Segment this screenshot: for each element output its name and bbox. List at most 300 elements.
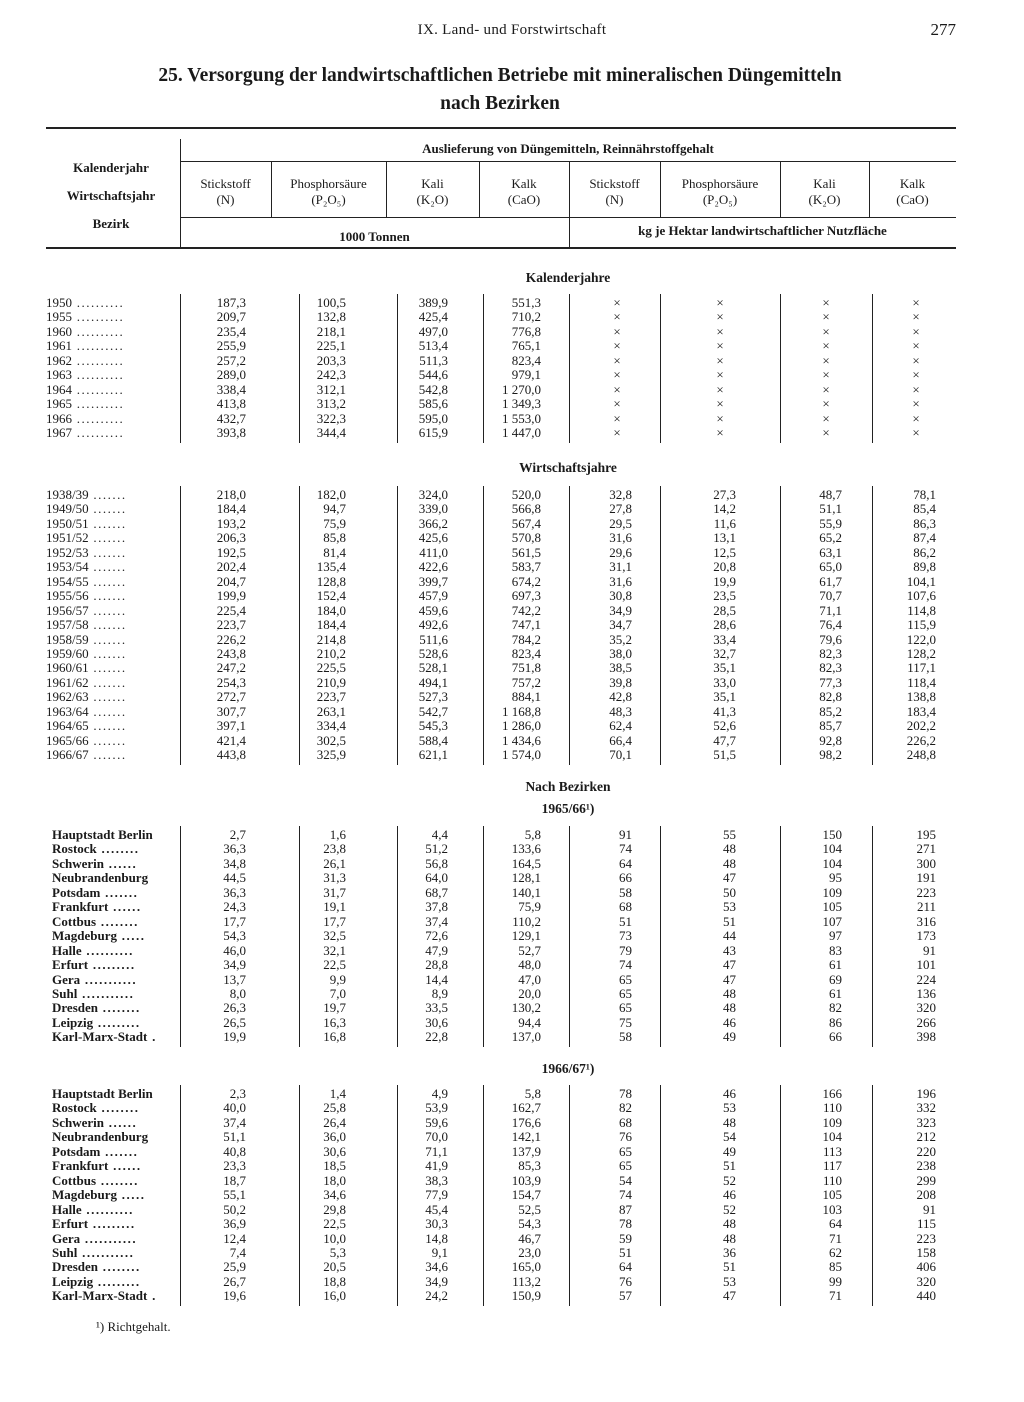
table-cell: 5,8 <box>524 827 541 842</box>
table-cell: × <box>716 323 724 339</box>
table-cell: 173 <box>916 928 936 944</box>
row-label <box>46 296 176 310</box>
table-cell: 51,5 <box>713 747 736 763</box>
row-label <box>46 560 176 574</box>
row-label <box>52 1203 176 1217</box>
table-cell: 79 <box>619 942 632 958</box>
row-label <box>52 1275 176 1289</box>
leader-dots: ......... <box>93 1015 141 1030</box>
table-cell: 195 <box>916 827 936 842</box>
table-cell: × <box>912 410 920 426</box>
table-cell: 710,2 <box>511 309 541 325</box>
table-cell: 31,6 <box>609 530 632 546</box>
table-cell: 76 <box>619 1273 632 1289</box>
table-cell: 23,8 <box>323 841 346 857</box>
table-cell: 104 <box>822 841 842 857</box>
leader-dots: .......... <box>72 353 125 368</box>
unit-head-kg-je-hektar: kg je Hektar landwirtschaftlicher Nutzfläche <box>638 223 887 238</box>
stub-head-kalenderjahr: Kalenderjahr <box>73 160 149 175</box>
section-label: Wirtschaftsjahre <box>519 460 617 475</box>
table-cell: 26,3 <box>223 1000 246 1016</box>
table-cell: 115 <box>916 1216 936 1232</box>
table-cell: 747,1 <box>511 617 541 633</box>
table-cell: 48 <box>723 841 736 857</box>
table-cell: 48 <box>723 1114 736 1130</box>
leader-dots: ....... <box>88 589 127 604</box>
table-cell: 68 <box>619 899 632 915</box>
table-cell: 544,6 <box>418 367 448 383</box>
table-cell: 302,5 <box>316 732 346 748</box>
table-cell: 238 <box>916 1158 936 1174</box>
column-head-name: Phosphorsäure <box>681 176 759 191</box>
table-cell: 137,9 <box>511 1143 541 1159</box>
table-cell: 411,0 <box>419 544 448 560</box>
leader-dots: ....... <box>88 733 127 748</box>
table-cell: 226,2 <box>216 631 246 647</box>
table-cell: 87 <box>619 1201 632 1217</box>
table-cell: 54 <box>723 1129 736 1145</box>
table-cell: 225,1 <box>316 338 346 354</box>
table-cell: 513,4 <box>418 338 448 354</box>
table-cell: 81,4 <box>323 544 346 560</box>
body-rule <box>660 1085 661 1306</box>
table-cell: 30,6 <box>425 1014 448 1030</box>
table-cell: 406 <box>916 1259 936 1275</box>
row-label-text: Rostock <box>52 842 97 857</box>
leader-dots: ........ <box>97 1260 141 1275</box>
column-head-8 <box>869 176 956 208</box>
table-cell: 65,2 <box>819 530 842 546</box>
spanner-head: Auslieferung von Düngemitteln, Reinnährstoffgehalt <box>422 141 714 156</box>
column-head-name: Kalk <box>511 176 537 191</box>
table-cell: 823,4 <box>511 352 541 368</box>
table-cell: 78 <box>619 1086 632 1101</box>
table-cell: 162,7 <box>511 1100 541 1116</box>
table-cell: 51 <box>619 1244 632 1260</box>
table-cell: 218,1 <box>316 323 346 339</box>
leader-dots: ....... <box>100 1144 139 1159</box>
table-cell: 71 <box>829 1230 842 1246</box>
row-label <box>46 310 176 324</box>
table-cell: 316 <box>916 913 936 929</box>
row-label-text: Hauptstadt Berlin <box>52 828 153 842</box>
row-label <box>52 1030 176 1044</box>
table-cell: 29,5 <box>609 515 632 531</box>
table-cell: 110 <box>822 1100 842 1116</box>
table-cell: 184,4 <box>216 501 246 517</box>
table-cell: 23,3 <box>223 1158 246 1174</box>
body-rule <box>660 826 661 1047</box>
table-cell: 47 <box>723 957 736 973</box>
table-cell: 66 <box>619 870 632 886</box>
table-cell: 2,7 <box>229 827 246 842</box>
table-cell: 53,9 <box>425 1100 448 1116</box>
table-cell: × <box>822 352 830 368</box>
table-cell: 92,8 <box>819 732 842 748</box>
row-label-text: Magdeburg <box>52 1188 117 1203</box>
row-label <box>46 368 176 382</box>
table-cell: 89,8 <box>913 559 936 575</box>
row-label <box>52 1087 176 1101</box>
row-label <box>46 734 176 748</box>
row-label-text: Neubrandenburg <box>52 871 149 886</box>
footnote: ¹) Richtgehalt. <box>96 1319 171 1334</box>
leader-dots: ....... <box>88 531 127 546</box>
table-cell: 332 <box>916 1100 936 1116</box>
table-cell: 432,7 <box>216 410 246 426</box>
leader-dots: ....... <box>88 516 127 531</box>
table-cell: 48,7 <box>819 487 842 502</box>
leader-dots: ........ <box>96 842 140 857</box>
table-cell: 339,0 <box>418 501 448 517</box>
table-cell: 257,2 <box>216 352 246 368</box>
row-label-text: 1963/64 <box>46 704 89 719</box>
table-cell: 50,2 <box>223 1201 246 1217</box>
table-cell: 51 <box>723 913 736 929</box>
header-bottom-rule <box>46 247 956 249</box>
leader-dots: .......... <box>72 397 125 412</box>
table-cell: 48,3 <box>609 703 632 719</box>
row-label <box>52 915 176 929</box>
table-cell: 47 <box>723 1288 736 1304</box>
table-cell: 70,0 <box>425 1129 448 1145</box>
leader-dots: ...... <box>108 1159 142 1174</box>
table-cell: × <box>912 309 920 325</box>
table-cell: 784,2 <box>511 631 541 647</box>
table-cell: 19,1 <box>323 899 346 915</box>
row-label-text: 1954/55 <box>46 574 89 589</box>
table-cell: 33,5 <box>425 1000 448 1016</box>
table-cell: 36,9 <box>223 1216 246 1232</box>
table-cell: 85,4 <box>913 501 936 517</box>
leader-dots: .......... <box>72 310 125 325</box>
table-cell: × <box>716 309 724 325</box>
leader-dots: ....... <box>88 502 127 517</box>
table-cell: 53 <box>723 1273 736 1289</box>
table-cell: 263,1 <box>316 703 346 719</box>
table-cell: 115,9 <box>907 617 936 633</box>
table-cell: 129,1 <box>511 928 541 944</box>
table-cell: 1,6 <box>329 827 346 842</box>
table-cell: 210,2 <box>316 645 346 661</box>
table-cell: 28,6 <box>713 617 736 633</box>
row-label-text: 1960/61 <box>46 661 89 676</box>
table-cell: 16,8 <box>323 1029 346 1045</box>
leader-dots: . <box>147 1289 157 1304</box>
table-cell: × <box>716 425 724 441</box>
table-cell: 51 <box>723 1259 736 1275</box>
row-label-text: Frankfurt <box>52 900 109 915</box>
table-cell: 66 <box>829 1029 842 1045</box>
leader-dots: ......... <box>88 958 136 973</box>
table-cell: 68 <box>619 1114 632 1130</box>
table-cell: 28,5 <box>713 602 736 618</box>
row-label-text: 1966 <box>46 411 72 426</box>
leader-dots: ....... <box>88 560 127 575</box>
table-cell: 87,4 <box>913 530 936 546</box>
column-head-5 <box>569 176 660 208</box>
table-cell: 128,8 <box>316 573 346 589</box>
table-cell: × <box>716 410 724 426</box>
row-label-text: Gera <box>52 972 81 987</box>
column-head-4 <box>479 176 569 208</box>
table-cell: 104 <box>822 1129 842 1145</box>
body-rule <box>660 294 661 443</box>
table-cell: 100,5 <box>316 295 346 310</box>
leader-dots: ....... <box>88 618 127 633</box>
row-label <box>46 575 176 589</box>
table-cell: 46 <box>723 1086 736 1101</box>
table-cell: × <box>716 338 724 354</box>
row-label-text: Cottbus <box>52 914 97 929</box>
table-cell: 64 <box>829 1216 842 1232</box>
leader-dots: ........ <box>96 1101 140 1116</box>
table-cell: 8,0 <box>229 985 246 1001</box>
table-cell: × <box>822 396 830 412</box>
table-cell: 66,4 <box>609 732 632 748</box>
table-cell: 41,3 <box>713 703 736 719</box>
row-label-text: 1953/54 <box>46 560 89 575</box>
leader-dots: .......... <box>72 296 125 310</box>
table-cell: 33,0 <box>713 674 736 690</box>
table-cell: 393,8 <box>216 425 246 441</box>
table-cell: 9,1 <box>431 1244 448 1260</box>
table-cell: 23,0 <box>518 1244 541 1260</box>
table-cell: 82,3 <box>819 645 842 661</box>
leader-dots: ........... <box>80 1231 138 1246</box>
table-cell: 133,6 <box>511 841 541 857</box>
column-head-formula: (N) <box>216 192 235 207</box>
table-cell: 61 <box>829 985 842 1001</box>
leader-dots: ....... <box>88 545 127 560</box>
table-cell: 494,1 <box>418 674 448 690</box>
leader-dots: .......... <box>72 324 125 339</box>
table-cell: 313,2 <box>316 396 346 412</box>
row-label-text: Karl-Marx-Stadt <box>52 1030 148 1045</box>
table-cell: 421,4 <box>216 732 246 748</box>
row-label <box>52 871 176 885</box>
table-cell: 176,6 <box>511 1114 541 1130</box>
table-cell: 101 <box>916 957 936 973</box>
column-head-name: Stickstoff <box>589 176 640 191</box>
table-cell: 34,6 <box>425 1259 448 1275</box>
leader-dots: .......... <box>81 1202 134 1217</box>
table-cell: 75 <box>619 1014 632 1030</box>
row-label <box>46 354 176 368</box>
table-cell: 65 <box>619 1158 632 1174</box>
leader-dots: .......... <box>72 426 125 441</box>
table-cell: 128,1 <box>511 870 541 886</box>
table-cell: 59,6 <box>425 1114 448 1130</box>
table-cell: 70,7 <box>819 588 842 604</box>
table-cell: 54,3 <box>518 1216 541 1232</box>
table-cell: 1 553,0 <box>502 410 541 426</box>
table-cell: 49 <box>723 1029 736 1045</box>
table-cell: 76 <box>619 1129 632 1145</box>
table-cell: 334,4 <box>316 718 346 734</box>
table-cell: 570,8 <box>511 530 541 546</box>
table-cell: 86 <box>829 1014 842 1030</box>
table-cell: 78 <box>619 1216 632 1232</box>
table-cell: 320 <box>916 1273 936 1289</box>
column-head-formula: (P₂O₅) <box>311 192 346 207</box>
table-cell: 492,6 <box>418 617 448 633</box>
column-head-7 <box>780 176 869 208</box>
table-cell: 94,7 <box>323 501 346 517</box>
table-cell: 47,9 <box>425 942 448 958</box>
table-cell: 307,7 <box>216 703 246 719</box>
table-cell: 150,9 <box>511 1288 541 1304</box>
table-cell: 366,2 <box>418 515 448 531</box>
row-label-text: 1950 <box>46 296 72 310</box>
table-cell: 38,5 <box>609 660 632 676</box>
table-cell: 38,0 <box>609 645 632 661</box>
table-cell: 73 <box>619 928 632 944</box>
row-label <box>52 1232 176 1246</box>
table-cell: 389,9 <box>418 295 448 310</box>
table-cell: 19,6 <box>223 1288 246 1304</box>
row-label-text: 1964/65 <box>46 719 89 734</box>
table-cell: 77,3 <box>819 674 842 690</box>
leader-dots: ....... <box>88 661 127 676</box>
table-cell: 566,8 <box>511 501 541 517</box>
table-cell: 51,1 <box>223 1129 246 1145</box>
column-head-formula: (K₂O) <box>416 192 449 207</box>
table-cell: 37,4 <box>223 1114 246 1130</box>
column-head-3 <box>386 176 479 208</box>
table-cell: 425,6 <box>418 530 448 546</box>
table-cell: 34,9 <box>223 957 246 973</box>
table-cell: 199,9 <box>216 588 246 604</box>
row-label <box>46 426 176 440</box>
leader-dots: ....... <box>88 574 127 589</box>
table-cell: 23,5 <box>713 588 736 604</box>
table-cell: 47 <box>723 870 736 886</box>
table-cell: 68,7 <box>425 884 448 900</box>
leader-dots: ......... <box>88 1217 136 1232</box>
table-cell: 53 <box>723 1100 736 1116</box>
table-cell: 28,8 <box>425 957 448 973</box>
table-cell: 17,7 <box>223 913 246 929</box>
row-label-text: 1964 <box>46 382 72 397</box>
table-cell: × <box>822 295 830 310</box>
table-cell: × <box>613 309 621 325</box>
table-cell: 542,7 <box>418 703 448 719</box>
table-cell: 1 434,6 <box>502 732 541 748</box>
leader-dots: .......... <box>81 943 134 958</box>
row-label-text: Halle <box>52 1202 82 1217</box>
row-label-text: Erfurt <box>52 958 89 973</box>
table-cell: 26,5 <box>223 1014 246 1030</box>
table-cell: 184,4 <box>316 617 346 633</box>
table-cell: 58 <box>619 884 632 900</box>
table-cell: 36,0 <box>323 1129 346 1145</box>
table-cell: 135,4 <box>316 559 346 575</box>
row-label <box>52 958 176 972</box>
table-cell: 24,3 <box>223 899 246 915</box>
table-cell: 191 <box>916 870 936 886</box>
table-cell: 36 <box>723 1244 736 1260</box>
table-cell: 48 <box>723 985 736 1001</box>
row-label-text: Neubrandenburg <box>52 1130 149 1145</box>
table-cell: 74 <box>619 1187 632 1203</box>
table-cell: 53 <box>723 899 736 915</box>
table-cell: 31,3 <box>323 870 346 886</box>
table-cell: 224 <box>916 971 936 987</box>
table-cell: 223 <box>916 884 936 900</box>
table-cell: 440 <box>916 1288 936 1304</box>
table-cell: 65,0 <box>819 559 842 575</box>
table-cell: × <box>613 295 621 310</box>
table-cell: 551,3 <box>511 295 541 310</box>
row-label <box>46 633 176 647</box>
table-cell: 52,7 <box>518 942 541 958</box>
table-cell: 51 <box>723 1158 736 1174</box>
table-cell: 34,9 <box>609 602 632 618</box>
row-label-text: 1960 <box>46 324 72 339</box>
table-cell: 107 <box>822 913 842 929</box>
table-cell: 242,3 <box>316 367 346 383</box>
table-cell: 22,5 <box>323 1216 346 1232</box>
row-label-text: Dresden <box>52 1001 98 1016</box>
row-label-text: 1955 <box>46 310 72 325</box>
leader-dots: ........ <box>96 914 139 929</box>
row-label-text: Potsdam <box>52 885 101 900</box>
table-cell: 12,4 <box>223 1230 246 1246</box>
table-cell: 97 <box>829 928 842 944</box>
table-cell: 138,8 <box>906 689 936 705</box>
table-cell: 136 <box>916 985 936 1001</box>
row-label <box>52 1001 176 1015</box>
table-cell: 338,4 <box>216 381 246 397</box>
row-label <box>46 325 176 339</box>
leader-dots: ....... <box>88 632 127 647</box>
row-label-text: 1965/66 <box>46 733 89 748</box>
column-head-formula: (K₂O) <box>808 192 841 207</box>
table-cell: 45,4 <box>425 1201 448 1217</box>
table-cell: 397,1 <box>216 718 246 734</box>
table-cell: 884,1 <box>511 689 541 705</box>
table-cell: 254,3 <box>216 674 246 690</box>
table-cell: 235,4 <box>216 323 246 339</box>
table-cell: 255,9 <box>216 338 246 354</box>
table-cell: × <box>613 396 621 412</box>
table-cell: 757,2 <box>511 674 541 690</box>
table-cell: 34,8 <box>223 855 246 871</box>
table-cell: 187,3 <box>216 295 246 310</box>
table-cell: 64 <box>619 1259 632 1275</box>
leader-dots: .......... <box>72 411 125 426</box>
table-cell: 36,3 <box>223 841 246 857</box>
table-cell: 86,3 <box>913 515 936 531</box>
row-label-text: 1959/60 <box>46 646 89 661</box>
leader-dots: .......... <box>72 368 125 383</box>
table-cell: 30,3 <box>425 1216 448 1232</box>
table-cell: 130,2 <box>511 1000 541 1016</box>
table-cell: 46 <box>723 1187 736 1203</box>
table-cell: 98,2 <box>819 747 842 763</box>
row-label-text: Suhl <box>52 1245 78 1260</box>
table-cell: 511,6 <box>419 631 448 647</box>
table-cell: 1 286,0 <box>502 718 541 734</box>
table-cell: × <box>822 410 830 426</box>
running-head: IX. Land- und Forstwirtschaft <box>417 22 607 38</box>
leader-dots: ....... <box>88 603 127 618</box>
column-head-name: Kali <box>813 176 836 191</box>
table-cell: 22,8 <box>425 1029 448 1045</box>
row-label-text: 1956/57 <box>46 603 89 618</box>
table-cell: 202,2 <box>906 718 936 734</box>
